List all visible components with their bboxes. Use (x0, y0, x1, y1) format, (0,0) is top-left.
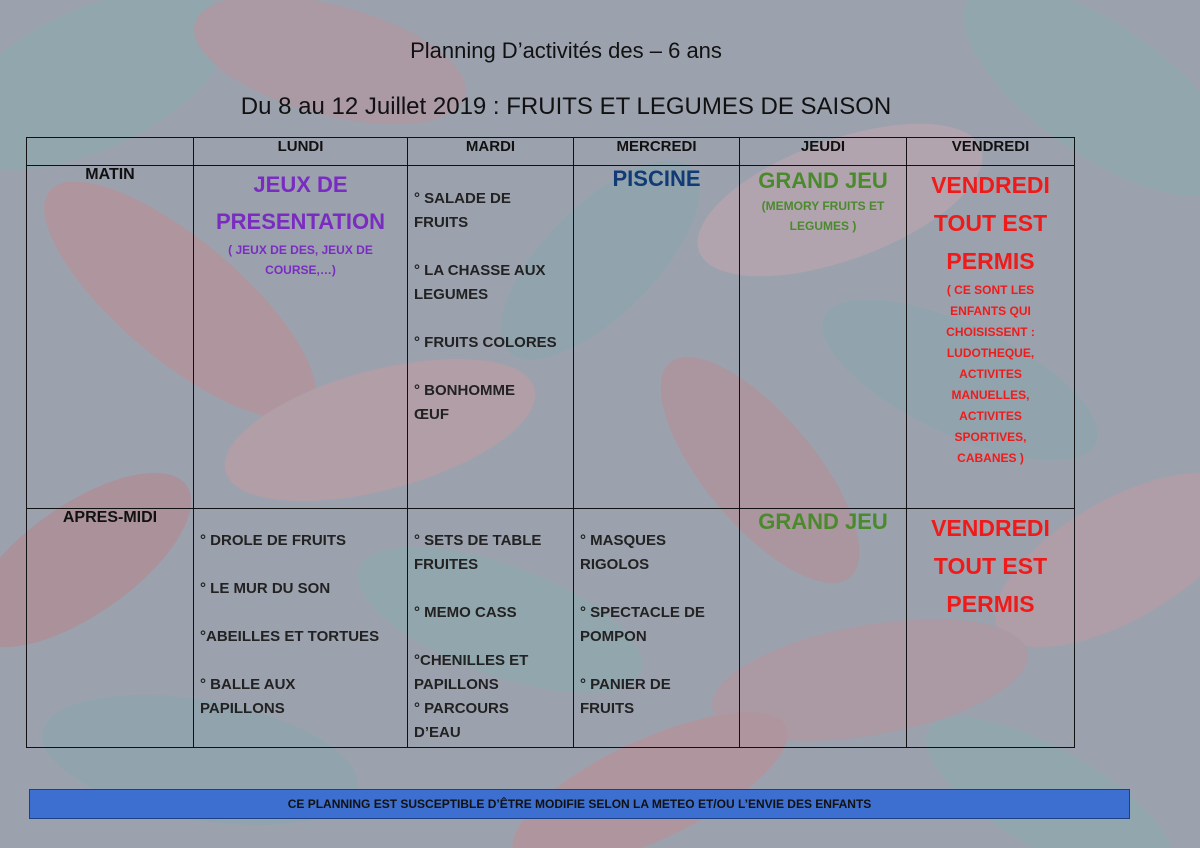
mardi-matin-activity: ° FRUITS COLORES (414, 334, 557, 351)
cell-matin-vendredi (907, 166, 1075, 509)
cell-apres-midi-vendredi (907, 509, 1075, 748)
page-subtitle: Du 8 au 12 Juillet 2019 : FRUITS ET LEGUMES DE SAISON (240, 93, 892, 120)
row-label-apres-midi: APRES-MIDI (27, 509, 194, 748)
jeudi-apres-midi-title: GRAND JEU (758, 509, 888, 534)
mardi-matin-activity: ° BONHOMME ŒUF (414, 382, 515, 423)
header-corner (27, 138, 194, 166)
vendredi-matin-note: ( CE SONT LES ENFANTS QUI CHOISISSENT : LUDOTHEQUE, ACTIVITES MANUELLES, ACTIVITES SPORTIVES, CABANES ) (946, 283, 1035, 465)
mercredi-matin-title: PISCINE (612, 166, 701, 191)
jeudi-matin-note: (MEMORY FRUITS ET LEGUMES ) (761, 199, 885, 233)
cell-apres-midi-lundi (194, 509, 408, 748)
vendredi-apres-midi-title: VENDREDI TOUT EST PERMIS (931, 515, 1050, 617)
cell-apres-midi-mercredi (574, 509, 740, 748)
cell-matin-lundi (194, 166, 408, 509)
header-mardi: MARDI (408, 138, 574, 166)
mercredi-apres-midi-activity: ° MASQUES RIGOLOS (580, 532, 667, 573)
lundi-apres-midi-activity: ° BALLE AUX PAPILLONS (200, 676, 296, 717)
cell-apres-midi-jeudi (740, 509, 907, 748)
mardi-matin-activity: ° LA CHASSE AUX LEGUMES (414, 262, 546, 303)
mercredi-apres-midi-activity: ° PANIER DE FRUITS (580, 676, 671, 717)
header-mercredi: MERCREDI (574, 138, 740, 166)
lundi-apres-midi-activity: °ABEILLES ET TORTUES (200, 628, 380, 645)
row-apres-midi (27, 509, 1075, 748)
header-row (27, 138, 1075, 166)
cell-matin-mercredi (574, 166, 740, 509)
lundi-apres-midi-activity: ° LE MUR DU SON (200, 580, 331, 597)
mardi-matin-activity: ° SALADE DE FRUITS (414, 190, 511, 231)
page-title: Planning D’activités des – 6 ans (410, 38, 722, 63)
mardi-apres-midi-activity: °CHENILLES ET PAPILLONS (414, 652, 529, 693)
cell-matin-mardi (408, 166, 574, 509)
lundi-matin-title: JEUX DE PRESENTATION (215, 172, 386, 234)
row-matin (27, 166, 1075, 509)
activity-schedule-table (26, 137, 1075, 748)
mardi-apres-midi-activity: ° MEMO CASS (414, 604, 517, 621)
header-lundi: LUNDI (194, 138, 408, 166)
row-label-matin: MATIN (27, 166, 194, 509)
jeudi-matin-title: GRAND JEU (758, 168, 888, 193)
cell-apres-midi-mardi (408, 509, 574, 748)
mercredi-apres-midi-activity: ° SPECTACLE DE POMPON (580, 604, 705, 645)
footer-notice: CE PLANNING EST SUSCEPTIBLE D’ÊTRE MODIFIE SELON LA METEO ET/OU L’ENVIE DES ENFANTS (29, 789, 1130, 819)
header-vendredi: VENDREDI (907, 138, 1075, 166)
cell-matin-jeudi (740, 166, 907, 509)
lundi-apres-midi-activity: ° DROLE DE FRUITS (200, 532, 347, 549)
lundi-matin-note: ( JEUX DE DES, JEUX DE COURSE,…) (228, 243, 373, 277)
vendredi-matin-title: VENDREDI TOUT EST PERMIS (931, 172, 1050, 274)
header-jeudi: JEUDI (740, 138, 907, 166)
mardi-apres-midi-activity: ° PARCOURS D’EAU (414, 700, 509, 741)
mardi-apres-midi-activity: ° SETS DE TABLE FRUITES (414, 532, 542, 573)
